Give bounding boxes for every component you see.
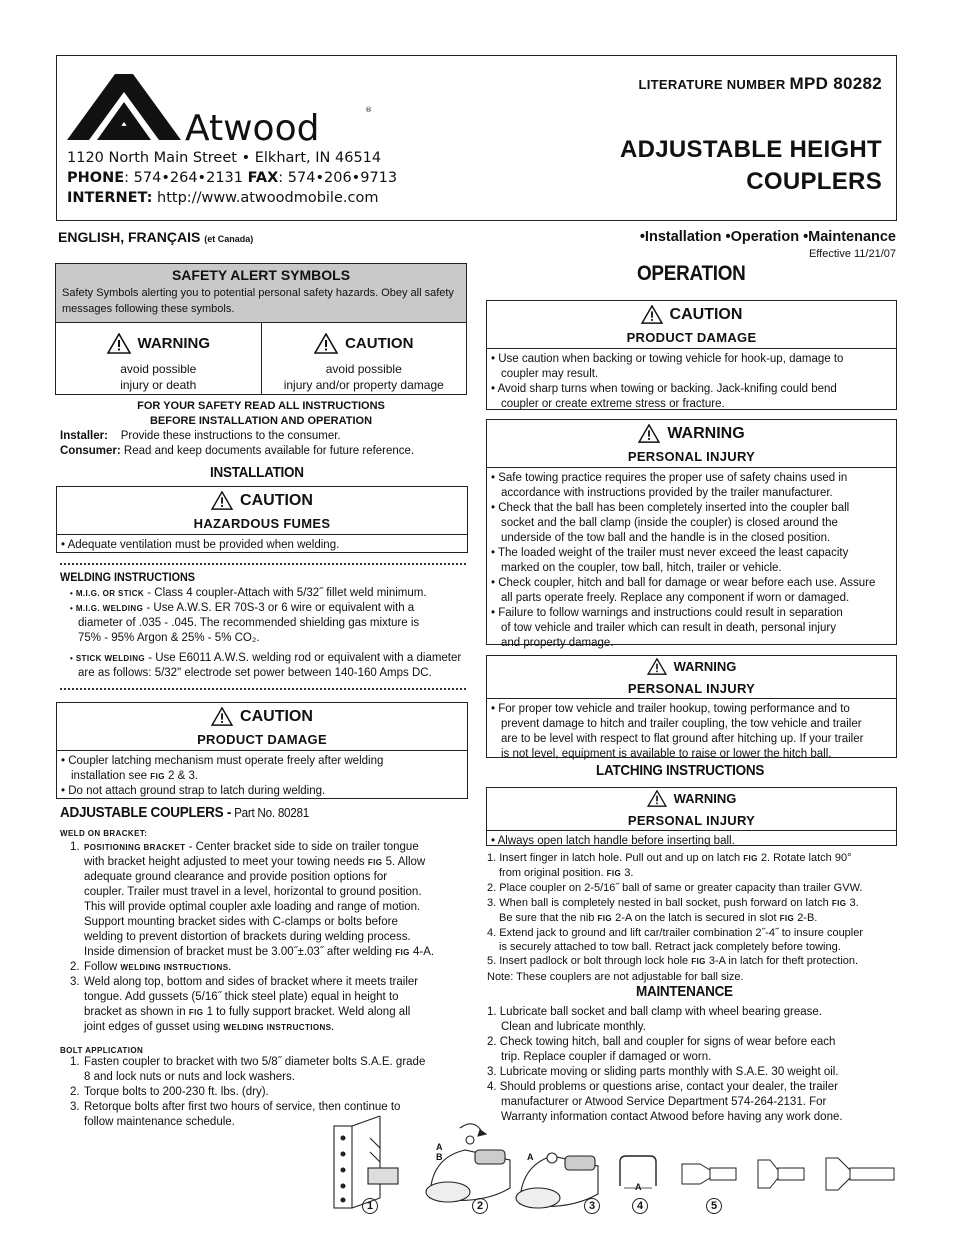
svg-text:®: ® xyxy=(365,106,372,114)
alert-triangle-icon xyxy=(211,707,233,726)
alert-triangle-icon xyxy=(314,333,338,354)
damage-caution-box: CAUTION PRODUCT DAMAGE • Coupler latching mechanism must operate freely after welding installation see FIG 2 & 3. • Do not attach ground strap to latch during welding. xyxy=(56,702,468,799)
damage-item: • Coupler latching mechanism must operate freely after welding installation see FIG 2 & 3. xyxy=(61,754,463,784)
consumer-line: Consumer: Read and keep documents available for future reference. xyxy=(60,445,415,457)
level-warning-box: WARNING PERSONAL INJURY • For proper tow vehicle and trailer hookup, towing performance and to prevent damage to hitch and trailer coupling, the tow vehicle and trailer are to be level with respect to flat ground after hitching up. If your trailer is not level, equipment is available to raise or lower the hitch ball. xyxy=(486,655,897,758)
document-title: ADJUSTABLE HEIGHT COUPLERS xyxy=(620,136,882,195)
figure-label-b: B xyxy=(436,1152,443,1162)
caution-item: • Use caution when backing or towing vehicle for hook-up, damage to coupler may result. xyxy=(491,352,892,382)
alert-triangle-icon xyxy=(647,658,667,675)
phone-line: PHONE: 574•264•2131 FAX: 574•206•9713 xyxy=(67,170,398,186)
operation-caution-box: CAUTION PRODUCT DAMAGE • Use caution when backing or towing vehicle for hook-up, damage to coupler may result. • Avoid sharp turns when towing or backing. Jack-knifing could bend coupler or create extreme stress or fracture. xyxy=(486,300,897,410)
caution-cell: CAUTION avoid possible injury and/or property damage xyxy=(261,323,467,394)
caution-item: • Avoid sharp turns when towing or backing. Jack-knifing could bend coupler or create extreme stress or fracture. xyxy=(491,382,892,412)
latch-warning-box: WARNING PERSONAL INJURY • Always open latch handle before inserting ball. xyxy=(486,787,897,846)
safety-alert-table xyxy=(55,263,467,395)
header-box xyxy=(56,55,897,221)
warning-item: • Check that the ball has been completely inserted into the coupler ball socket and the ball clamp (inside the coupler) is closed around the underside of the tow ball and the handle is in the closed position. xyxy=(491,501,892,546)
latching-heading: LATCHING INSTRUCTIONS xyxy=(596,762,765,779)
alert-triangle-icon xyxy=(647,790,667,807)
dotted-divider xyxy=(60,688,466,690)
brand-text: Atwood xyxy=(185,108,320,144)
maintenance-heading: MAINTENANCE xyxy=(636,983,733,1000)
warning-item: • For proper tow vehicle and trailer hookup, towing performance and to prevent damage to hitch and trailer coupling, the tow vehicle and trailer are to be level with respect to flat ground after hitching up. If your trailer is not level, equipment is available to raise or lower the hitch ball. xyxy=(491,702,892,762)
alert-triangle-icon xyxy=(211,491,233,510)
bolt-steps: 1. Fasten coupler to bracket with two 5/8˝ diameter bolts S.A.E. grade 8 and lock nuts or nuts and lock washers. 2. Torque bolts to 200-230 ft. lbs. (dry). 3. Retorque bolts after first two hours of service, then continue to follow maintenance schedule. xyxy=(70,1056,426,1128)
safety-alert-header: SAFETY ALERT SYMBOLS Safety Symbols alerting you to potential personal safety hazards. Obey all safety messages following these symbols. xyxy=(56,264,466,323)
maintenance-steps: 1. Lubricate ball socket and ball clamp with wheel bearing grease. Clean and lubricate monthly. 2. Check towing hitch, ball and coupler for signs of wear before each trip. Replace coupler if damaged or worn. 3. Lubricate moving or sliding parts monthly with S.A.E. 30 weight oil. 4. Should problems or questions arise, contact your dealer, the trailer manufacturer or Atwood Service Department 574-264-2131. For Warranty information contact Atwood before having any work done. xyxy=(487,1006,843,1123)
warning-item: • Always open latch handle before inserting ball. xyxy=(491,834,892,849)
alert-triangle-icon xyxy=(107,333,131,354)
bolt-application-heading: BOLT APPLICATION xyxy=(60,1046,144,1055)
figure-number-2: 2 xyxy=(472,1198,488,1214)
figure-drawings xyxy=(330,1108,908,1220)
figure-number-3: 3 xyxy=(584,1198,600,1214)
figures-strip xyxy=(330,1108,908,1220)
weld-line-3: • STICK WELDING - Use E6011 A.W.S. welding rod or equivalent with a diameter xyxy=(70,652,462,664)
operation-heading: OPERATION xyxy=(637,262,746,285)
weld-on-heading: WELD ON BRACKET: xyxy=(60,829,148,838)
dotted-divider xyxy=(60,563,466,565)
subjects: •Installation •Operation •Maintenance xyxy=(639,229,896,245)
welding-heading: WELDING INSTRUCTIONS xyxy=(60,570,195,584)
weld-line-2: • M.I.G. WELDING - Use A.W.S. ER 70S-3 or 6 wire or equivalent with a xyxy=(70,602,415,614)
figure-number-4: 4 xyxy=(632,1198,648,1214)
warning-item: • The loaded weight of the trailer must never exceed the least capacity marked on the coupler, tow ball, hitch, trailer or vehicle. xyxy=(491,546,892,576)
weld-line-1: • M.I.G. OR STICK - Class 4 coupler-Attach with 5/32˝ fillet weld minimum. xyxy=(70,587,427,599)
fumes-caution-box: CAUTION HAZARDOUS FUMES • Adequate ventilation must be provided when welding. xyxy=(56,486,468,553)
figure-label-a: A xyxy=(436,1142,443,1152)
alert-triangle-icon xyxy=(638,424,660,443)
installation-heading: INSTALLATION xyxy=(210,464,304,481)
bracket-figure xyxy=(334,1116,398,1208)
fumes-item: • Adequate ventilation must be provided when welding. xyxy=(61,538,463,553)
alert-triangle-icon xyxy=(641,305,663,324)
figure-label-a: A xyxy=(635,1182,642,1192)
literature-number: LITERATURE NUMBER MPD 80282 xyxy=(638,74,882,93)
figure-label-a: A xyxy=(527,1152,534,1162)
atwood-logo xyxy=(67,72,377,144)
warning-item: • Failure to follow warnings and instructions could result in separation of tow vehicle and trailer which can result in death, personal injury and property damage. xyxy=(491,606,892,651)
warning-item: • Safe towing practice requires the proper use of safety chains used in accordance with instructions provided by the trailer manufacturer. xyxy=(491,471,892,501)
damage-item: • Do not attach ground strap to latch during welding. xyxy=(61,784,463,799)
figure-number-1: 1 xyxy=(362,1198,378,1214)
latching-steps: 1. Insert finger in latch hole. Pull out and up on latch FIG 2. Rotate latch 90° from original position. FIG 3. 2. Place coupler on 2-5/16˝ ball of same or greater capacity than trailer GVW. 3. When ball is completely nested in ball socket, push forward on latch FIG 3. Be sure that the nib FIG 2-A on the latch is secured in slot FIG 2-B. 4. Extend jack to ground and lift car/trailer combination 2˝-4˝ to insure coupler is securely attached to tow ball. Retract jack completely before towing. 5. Insert padlock or bolt through lock hole FIG 3-A in latch for theft protection. Note: These couplers are not adjustable for ball size. xyxy=(487,852,864,983)
operation-warning-box: WARNING PERSONAL INJURY • Safe towing practice requires the proper use of safety chains used in accordance with instructions provided by the trailer manufacturer. • Check that the ball has been completely inserted into the coupler ball socket and the ball clamp (inside the coupler) is closed around the underside of the tow ball and the handle is in the closed position. • The loaded weight of the trailer must never exceed the least capacity marked on the coupler, tow ball, hitch, trailer or vehicle. • Check coupler, hitch and ball for damage or wear before each use. Assure all parts operate freely. Replace any component if worn or damaged. • Failure to follow warnings and instructions could result in separation of tow vehicle and trailer which can result in death, personal injury and property damage. xyxy=(486,419,897,645)
warning-item: • Check coupler, hitch and ball for damage or wear before each use. Assure all parts operate freely. Replace any component if worn or damaged. xyxy=(491,576,892,606)
installer-line: Installer: Provide these instructions to the consumer. xyxy=(60,430,341,442)
warning-cell: WARNING avoid possible injury or death xyxy=(56,323,261,394)
effective-date: Effective 11/21/07 xyxy=(808,248,896,260)
read-all-notice: FOR YOUR SAFETY READ ALL INSTRUCTIONS BEFORE INSTALLATION AND OPERATION xyxy=(137,400,385,427)
street-address: 1120 North Main Street • Elkhart, IN 46514 xyxy=(67,150,382,166)
adjustable-heading: ADJUSTABLE COUPLERS - Part No. 80281 xyxy=(60,804,310,821)
languages: ENGLISH, FRANÇAIS (et Canada) xyxy=(58,229,254,245)
coupler-figure-2 xyxy=(426,1124,510,1202)
tongue-figures xyxy=(682,1158,894,1190)
weld-on-steps: 1. POSITIONING BRACKET - Center bracket side to side on trailer tongue with bracket height adjusted to meet your towing needs FIG 5. Allow adequate ground clearance and provide position options for coupler. Trailer must travel in a level, horizontal to ground position. This will provide optimal coupler axle loading and range of motion. Support mounting bracket sides with C-clamps or bolts before welding to prevent distortion of brackets during welding process. Inside dimension of bracket must be 3.00˝±.03˝ after welding FIG 4-A. 2. Follow WELDING INSTRUCTIONS. 3. Weld along top, bottom and sides of bracket where it meets trailer tongue. Add gussets (5/16˝ thick steel plate) equal in height to bracket as shown in FIG 1 to fully support bracket. Weld along all joint edges of gusset using WELDING INSTRUCTIONS. xyxy=(70,841,435,1033)
address-block xyxy=(67,148,397,208)
figure-number-5: 5 xyxy=(706,1198,722,1214)
internet-line: INTERNET: http://www.atwoodmobile.com xyxy=(67,190,379,206)
